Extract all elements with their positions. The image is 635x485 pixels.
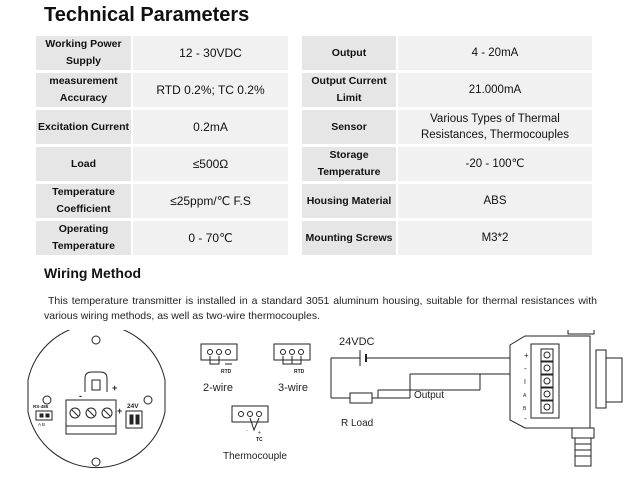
rtd-label: RTD	[221, 369, 232, 375]
table-row	[36, 110, 288, 144]
param-label: Load	[36, 147, 131, 181]
voltage-label: 24V	[127, 403, 139, 410]
param-label: Temperature Coefficient	[36, 184, 131, 218]
terminal-label: -	[524, 364, 527, 373]
param-value: Various Types of Thermal Resistances, Thermocouples	[398, 110, 592, 144]
board-plus-label: +	[112, 383, 118, 393]
rtd-label-3wire: RTD	[294, 369, 305, 375]
rs485-label: RS-485	[33, 404, 49, 409]
param-label: Mounting Screws	[302, 221, 396, 255]
table-row	[302, 184, 592, 218]
param-label: Housing Material	[302, 184, 396, 218]
tc-minus-label: -	[246, 428, 248, 434]
table-row	[302, 36, 592, 70]
param-value: 12 - 30VDC	[133, 36, 288, 70]
param-value: RTD 0.2%; TC 0.2%	[133, 73, 288, 107]
table-row	[36, 73, 288, 107]
terminal-label: -	[524, 414, 527, 423]
two-wire-connector	[201, 344, 237, 364]
parameters-table-right	[302, 33, 592, 258]
page-title: Technical Parameters	[44, 4, 250, 26]
table-row	[302, 147, 592, 181]
wiring-title: Wiring Method	[44, 265, 142, 281]
param-value: 0.2mA	[133, 110, 288, 144]
table-row	[36, 184, 288, 218]
param-value: M3*2	[398, 221, 592, 255]
table-row	[36, 36, 288, 70]
param-value: 4 - 20mA	[398, 36, 592, 70]
param-label: Sensor	[302, 110, 396, 144]
transmitter-board	[28, 330, 165, 468]
param-label: Storage Temperature	[302, 147, 396, 181]
terminal-label: B	[523, 406, 527, 412]
table-row	[302, 110, 592, 144]
param-value: ≤25ppm/℃ F.S	[133, 184, 288, 218]
two-wire-label: 2-wire	[203, 382, 233, 394]
param-label: measurement Accuracy	[36, 73, 131, 107]
terminal-label: A	[523, 393, 527, 399]
table-row	[36, 147, 288, 181]
param-label: Excitation Current	[36, 110, 131, 144]
param-value: 0 - 70℃	[133, 221, 288, 255]
param-label: Output Current Limit	[302, 73, 396, 107]
param-value: ABS	[398, 184, 592, 218]
wiring-diagram	[0, 330, 635, 485]
thermocouple-connector	[232, 406, 268, 430]
load-label: R Load	[341, 418, 374, 429]
tc-label: TC	[256, 437, 263, 443]
param-value: ≤500Ω	[133, 147, 288, 181]
param-label: Operating Temperature	[36, 221, 131, 255]
three-wire-connector	[274, 344, 310, 364]
board-plus2-label: +	[117, 406, 123, 416]
three-wire-label: 3-wire	[278, 382, 308, 394]
table-row	[302, 221, 592, 255]
param-label: Working Power Supply	[36, 36, 131, 70]
table-row	[302, 73, 592, 107]
thermocouple-label: Thermocouple	[223, 451, 287, 462]
output-label: Output	[414, 390, 445, 401]
param-label: Output	[302, 36, 396, 70]
supply-label: 24VDC	[339, 336, 375, 348]
board-minus-label: -	[79, 391, 82, 401]
parameters-table-left	[36, 33, 288, 258]
terminal-label: +	[524, 351, 529, 360]
param-value: -20 - 100℃	[398, 147, 592, 181]
rs485-ab-label: A B	[38, 422, 46, 427]
param-value: 21.000mA	[398, 73, 592, 107]
tc-plus-label: +	[258, 430, 261, 436]
table-row	[36, 221, 288, 255]
terminal-label: I	[524, 379, 526, 386]
wiring-description: This temperature transmitter is installed in a standard 3051 aluminum housing, suitable for thermal resistances with various wiring methods, as well as two-wire thermocouples.	[44, 295, 597, 322]
